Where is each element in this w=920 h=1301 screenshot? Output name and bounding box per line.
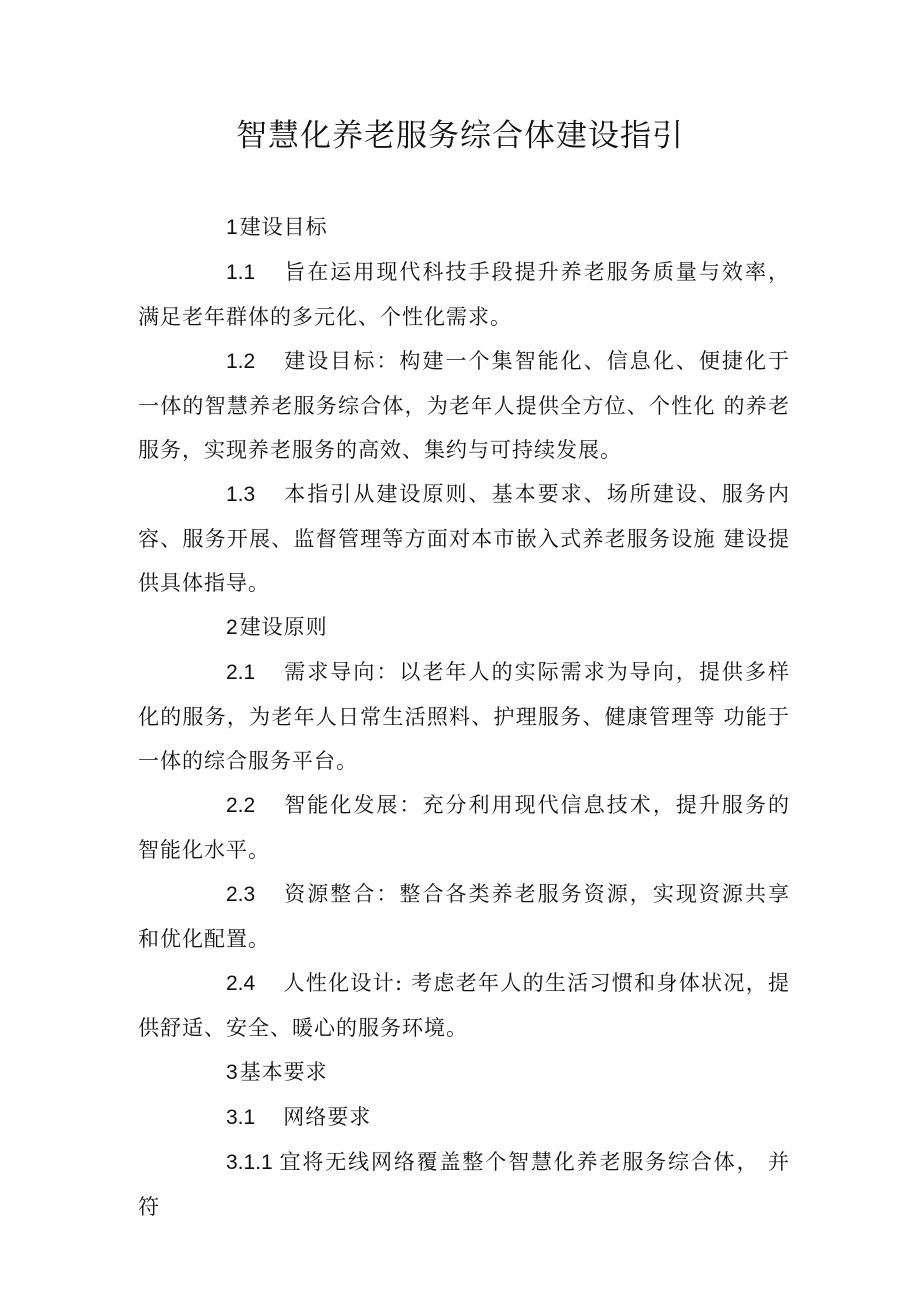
paragraph-2-2 [138, 783, 790, 872]
item-number: 2.3 [226, 883, 256, 906]
section-heading-text: 建设目标 [239, 215, 328, 239]
paragraph-text: 需求导向：以老年人的实际需求为导向，提供多样 化的服务，为老年人日常生活照料、护理服务、健康管理等 功能于一体的综合服务平台。 [138, 660, 790, 773]
paragraph-3-1 [138, 1095, 790, 1140]
paragraph-text: 宜将无线网络覆盖整个智慧化养老服务综合体， 并符 [138, 1150, 790, 1219]
paragraph-text: 建设目标：构建一个集智能化、信息化、便捷化于 一体的智慧养老服务综合体，为老年人提供全方位、个性化 的养老服务，实现养老服务的高效、集约与可持续发展。 [138, 349, 790, 462]
paragraph-text: 智能化发展：充分利用现代信息技术，提升服务的 智能化水平。 [138, 793, 790, 862]
item-number: 2.2 [226, 794, 256, 817]
section-heading-text: 建设原则 [239, 615, 328, 639]
section-heading-2 [138, 605, 790, 650]
item-number: 1.3 [226, 483, 256, 506]
document-body [138, 205, 790, 1229]
section-heading-3 [138, 1050, 790, 1095]
paragraph-1-2 [138, 339, 790, 472]
item-number: 3.1 [226, 1106, 256, 1129]
paragraph-2-1 [138, 650, 790, 783]
paragraph-text: 资源整合：整合各类养老服务资源，实现资源共享 和优化配置。 [138, 882, 790, 951]
item-number: 2.4 [226, 972, 256, 995]
paragraph-text: 人性化设计: 考虑老年人的生活习惯和身体状况，提供舒适、安全、暖心的服务环境。 [138, 971, 790, 1040]
paragraph-1-3 [138, 472, 790, 605]
item-number: 2.1 [226, 661, 256, 684]
paragraph-3-1-1 [138, 1140, 790, 1229]
section-number: 1 [226, 216, 238, 239]
item-number: 1.2 [226, 350, 256, 373]
paragraph-2-3 [138, 872, 790, 961]
paragraph-text: 网络要求 [283, 1105, 372, 1129]
paragraph-text: 旨在运用现代科技手段提升养老服务质量与效率， 满足老年群体的多元化、个性化需求。 [138, 260, 790, 329]
paragraph-2-4 [138, 961, 790, 1050]
section-heading-1 [138, 205, 790, 250]
section-number: 2 [226, 616, 238, 639]
document-title: 智慧化养老服务综合体建设指引 [236, 118, 684, 154]
paragraph-text: 本指引从建设原则、基本要求、场所建设、服务内 容、服务开展、监督管理等方面对本市嵌入式养老服务设施 建设提供具体指导。 [138, 482, 790, 595]
section-number: 3 [226, 1061, 238, 1084]
section-heading-text: 基本要求 [239, 1060, 328, 1084]
paragraph-1-1 [138, 250, 790, 339]
item-number: 1.1 [226, 261, 256, 284]
item-number: 3.1.1 [226, 1151, 273, 1174]
